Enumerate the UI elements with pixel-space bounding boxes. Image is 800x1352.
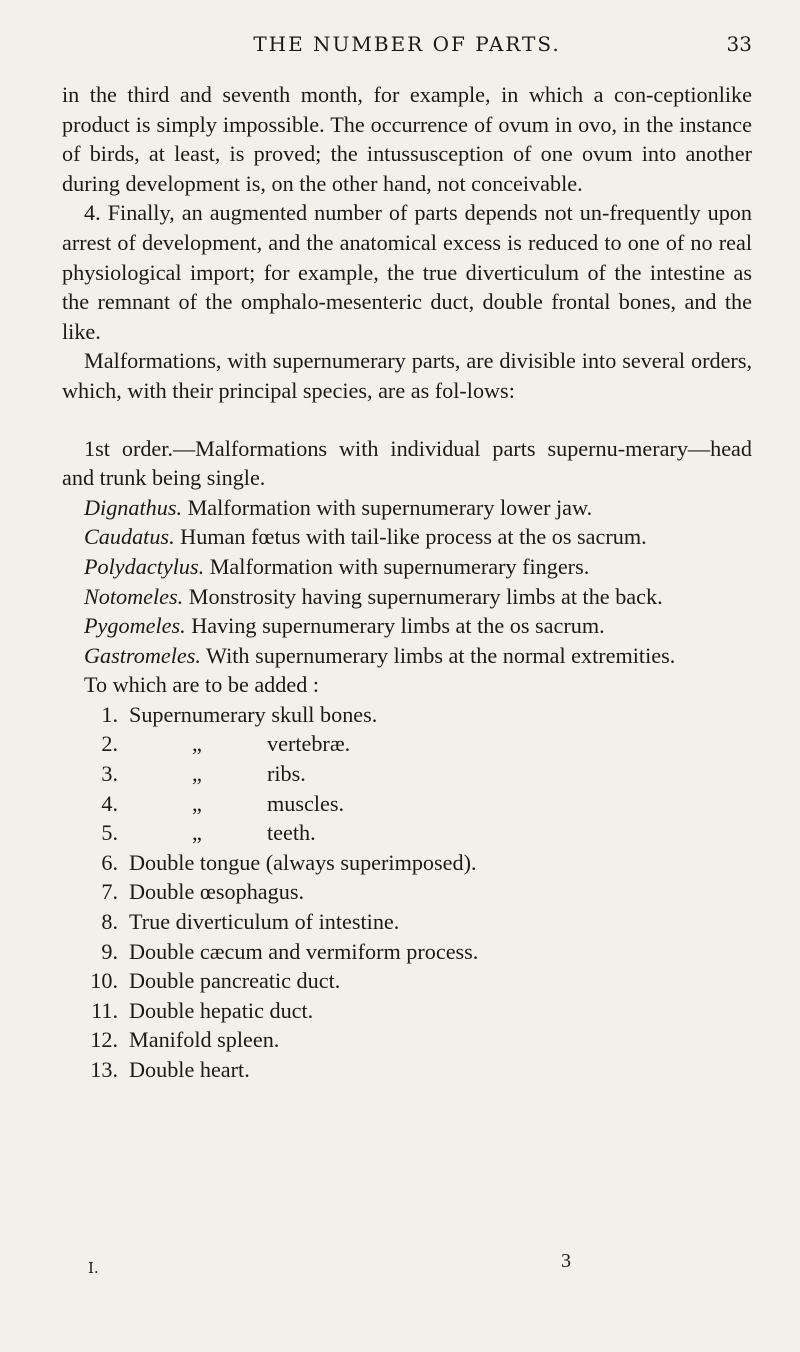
list-item: [62, 848, 752, 878]
species-name: Pygomeles.: [84, 613, 186, 639]
species-description: Malformation with supernumerary lower jaw.: [187, 494, 593, 520]
species-entry: [62, 493, 752, 523]
list-number: 3.: [101, 761, 118, 787]
list-item: [62, 1055, 752, 1085]
list-number: 13.: [90, 1057, 118, 1082]
running-title: THE NUMBER OF PARTS.: [253, 32, 561, 56]
list-text: muscles.: [267, 790, 345, 816]
list-text: ribs.: [267, 761, 306, 787]
list-item: [62, 966, 752, 996]
signature-mark: I.: [88, 1259, 99, 1277]
ditto-mark: „: [192, 761, 202, 787]
list-text: Manifold spleen.: [129, 1027, 280, 1053]
page-number: 33: [726, 32, 752, 56]
list-item: [62, 907, 752, 937]
list-number: 4.: [101, 790, 118, 816]
list-text: Double tongue (always superimposed).: [129, 849, 477, 875]
body-text: [62, 80, 752, 1085]
list-text: teeth.: [267, 820, 316, 846]
sheet-number: 3: [561, 1250, 571, 1272]
species-description: With supernumerary limbs at the normal extremities.: [206, 642, 676, 668]
list-number: 2.: [101, 731, 118, 757]
list-text: Double pancreatic duct.: [129, 968, 341, 994]
list-item: [62, 789, 752, 819]
species-entry: [62, 611, 752, 641]
ditto-mark: „: [192, 790, 202, 816]
list-number: 9.: [101, 938, 118, 964]
list-item: [62, 937, 752, 967]
list-text: Double hepatic duct.: [129, 997, 314, 1023]
paragraph: Malformations, with supernumerary parts, are divisible into several orders, which, with their principal species, are as fol-lows:: [62, 348, 752, 403]
species-description: Monstrosity having supernumerary limbs at the back.: [188, 583, 663, 609]
list-text: Double heart.: [129, 1057, 250, 1082]
list-text: vertebræ.: [267, 731, 351, 757]
species-description: Having supernumerary limbs at the os sacrum.: [191, 613, 605, 639]
list-number: 12.: [90, 1027, 118, 1053]
species-name: Polydactylus.: [84, 553, 205, 579]
list-item: [62, 729, 752, 759]
species-entry: [62, 582, 752, 612]
species-name: Notomeles.: [84, 583, 184, 609]
ditto-mark: „: [192, 731, 202, 757]
list-number: 1.: [101, 701, 118, 727]
paragraph: 4. Finally, an augmented number of parts depends not un-frequently upon arrest of development, and the anatomical excess is reduced to one of no real physiological import; for example, the true diverticulum of the intestine as the remnant of the omphalo-mesenteric duct, double frontal bones, and the like.: [62, 200, 752, 344]
species-description: Human fœtus with tail-like process at the os sacrum.: [180, 524, 647, 550]
list-number: 7.: [101, 879, 118, 905]
species-entry: [62, 641, 752, 671]
species-name: Dignathus.: [84, 494, 183, 520]
list-item: [62, 818, 752, 848]
species-entry: [62, 552, 752, 582]
list-item: [62, 759, 752, 789]
list-text: True diverticulum of intestine.: [129, 909, 400, 935]
species-name: Gastromeles.: [84, 642, 201, 668]
paragraph: in the third and seventh month, for example, in which a con-ceptionlike product is simply impossible. The occurrence of ovum in ovo, in the instance of birds, at least, is proved; the intussusception of one ovum into another during development is, on the other hand, not conceivable.: [62, 82, 752, 196]
list-text: Supernumerary skull bones.: [129, 701, 378, 727]
paragraph-order-heading: 1st order.—Malformations with individual parts supernu-merary—head and trunk being single.: [62, 435, 752, 491]
species-entry: [62, 522, 752, 552]
list-item: [62, 996, 752, 1026]
list-number: 10.: [90, 968, 118, 994]
list-intro: To which are to be added :: [84, 672, 320, 698]
list-number: 8.: [101, 909, 118, 935]
list-number: 11.: [91, 997, 118, 1023]
list-number: 6.: [101, 849, 118, 875]
list-item: [62, 700, 752, 730]
ditto-mark: „: [192, 820, 202, 846]
species-name: Caudatus.: [84, 524, 175, 550]
page-header: [62, 30, 752, 60]
list-number: 5.: [101, 820, 118, 846]
list-item: [62, 1025, 752, 1055]
species-description: Malformation with supernumerary fingers.: [209, 553, 590, 579]
numbered-list: [62, 700, 752, 1085]
list-text: Double œsophagus.: [129, 879, 305, 905]
list-text: Double cæcum and vermiform process.: [129, 938, 479, 964]
list-item: [62, 877, 752, 907]
